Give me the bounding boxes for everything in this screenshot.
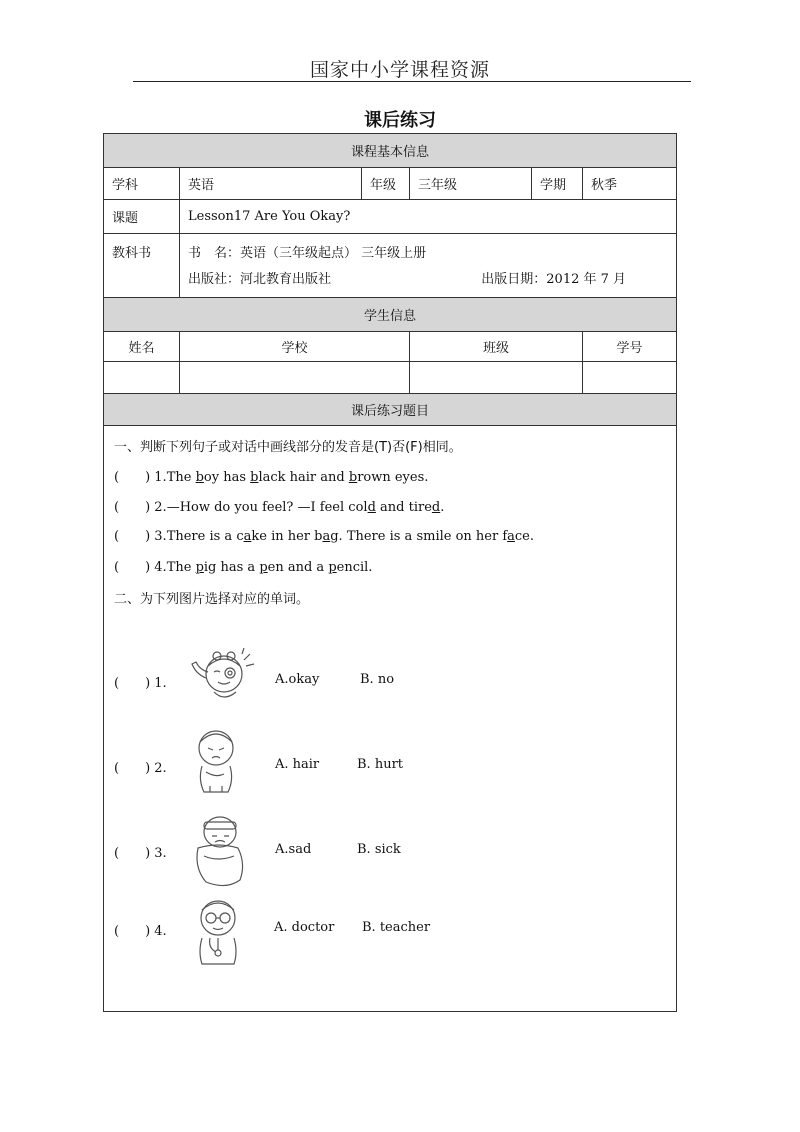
- item-number: 2.: [150, 761, 167, 776]
- answer-paren[interactable]: ( ): [114, 924, 151, 939]
- tf-text: ce.: [514, 529, 535, 544]
- student-id-cell[interactable]: [583, 362, 677, 394]
- tf-text: 1.The: [150, 470, 196, 485]
- underlined-sound: a: [243, 529, 252, 544]
- pic-item-2: [114, 757, 167, 776]
- doctor-picture: [190, 896, 248, 968]
- student-school-cell[interactable]: [180, 362, 410, 394]
- underlined-sound: p: [328, 560, 337, 575]
- underlined-sound: p: [195, 560, 204, 575]
- site-header-title: 国家中小学课程资源: [309, 59, 490, 81]
- child-sick-picture: [190, 812, 248, 888]
- worksheet-table: [103, 133, 677, 1012]
- textbook-name: 书 名：英语（三年级起点） 三年级上册: [188, 245, 427, 261]
- answer-paren[interactable]: ( ): [114, 560, 151, 575]
- document-title: 课后练习: [364, 110, 436, 131]
- answer-paren[interactable]: ( ): [114, 500, 151, 515]
- tf-text: en and a: [267, 560, 329, 575]
- tf-text: oy has: [203, 470, 251, 485]
- tf-text: rown eyes.: [357, 470, 429, 485]
- tf-text: 2.—How do you feel? —I feel col: [150, 500, 368, 515]
- grade-label: 年级: [362, 168, 410, 200]
- answer-paren[interactable]: ( ): [114, 846, 151, 861]
- topic-value: Lesson17 Are You Okay?: [180, 200, 677, 234]
- textbook-pub-date: 出版日期：2012 年 7 月: [481, 271, 627, 287]
- boy-hurt-picture: [188, 726, 244, 796]
- tf-item-2: [114, 496, 444, 515]
- textbook-info: [180, 234, 677, 298]
- tf-text: 3.There is a c: [150, 529, 244, 544]
- underlined-sound: b: [250, 470, 259, 485]
- term-label: 学期: [532, 168, 583, 200]
- student-name-cell[interactable]: [104, 362, 180, 394]
- underlined-sound: p: [259, 560, 268, 575]
- pic-item-4: [114, 920, 167, 939]
- option-b: B. teacher: [362, 920, 431, 935]
- option-b: B. no: [360, 672, 395, 687]
- student-name-header: 姓名: [104, 332, 180, 362]
- item-number: 4.: [150, 924, 167, 939]
- underlined-sound: b: [195, 470, 204, 485]
- subject-label: 学科: [104, 168, 180, 200]
- header-rule: [133, 81, 691, 82]
- basic-info-band: 课程基本信息: [104, 134, 677, 168]
- tf-text: encil.: [336, 560, 373, 575]
- tf-text: ke in her b: [251, 529, 323, 544]
- option-a: A. doctor: [274, 920, 335, 935]
- student-class-header: 班级: [410, 332, 583, 362]
- answer-paren[interactable]: ( ): [114, 761, 151, 776]
- part1-instruction: 一、判断下列句子或对话中画线部分的发音是(T)否(F)相同。: [114, 440, 462, 455]
- exercise-area: [104, 426, 677, 1012]
- tf-item-1: [114, 466, 428, 485]
- student-school-header: 学校: [180, 332, 410, 362]
- underlined-sound: b: [348, 470, 358, 485]
- answer-paren[interactable]: ( ): [114, 676, 151, 691]
- tf-text: and tire: [375, 500, 432, 515]
- tf-text: lack hair and: [258, 470, 349, 485]
- textbook-publisher: 出版社：河北教育出版社: [188, 271, 332, 287]
- answer-paren[interactable]: ( ): [114, 529, 151, 544]
- girl-okay-picture: [184, 648, 260, 708]
- option-a: A. hair: [275, 757, 320, 772]
- underlined-sound: a: [507, 529, 515, 544]
- item-number: 1.: [150, 676, 167, 691]
- tf-text: .: [440, 500, 445, 515]
- option-b: B. sick: [357, 842, 401, 857]
- subject-value: 英语: [180, 168, 362, 200]
- term-value: 秋季: [583, 168, 677, 200]
- pic-item-1: [114, 672, 167, 691]
- underlined-sound: d: [367, 500, 376, 515]
- student-class-cell[interactable]: [410, 362, 583, 394]
- tf-text: g. There is a smile on her f: [330, 529, 508, 544]
- answer-paren[interactable]: ( ): [114, 470, 151, 485]
- exercises-band: 课后练习题目: [104, 394, 677, 426]
- topic-label: 课题: [104, 200, 180, 234]
- student-id-header: 学号: [583, 332, 677, 362]
- option-a: A.okay: [275, 672, 320, 687]
- option-a: A.sad: [275, 842, 312, 857]
- item-number: 3.: [150, 846, 167, 861]
- tf-item-3: [114, 525, 534, 544]
- tf-text: ig has a: [203, 560, 260, 575]
- underlined-sound: d: [431, 500, 441, 515]
- option-b: B. hurt: [357, 757, 404, 772]
- part2-instruction: 二、为下列图片选择对应的单词。: [114, 592, 310, 607]
- tf-text: 4.The: [150, 560, 196, 575]
- textbook-publisher-row: [188, 267, 668, 293]
- underlined-sound: a: [322, 529, 331, 544]
- student-info-band: 学生信息: [104, 298, 677, 332]
- tf-item-4: [114, 556, 372, 575]
- pic-item-3: [114, 842, 167, 861]
- grade-value: 三年级: [410, 168, 532, 200]
- textbook-label: 教科书: [104, 234, 180, 298]
